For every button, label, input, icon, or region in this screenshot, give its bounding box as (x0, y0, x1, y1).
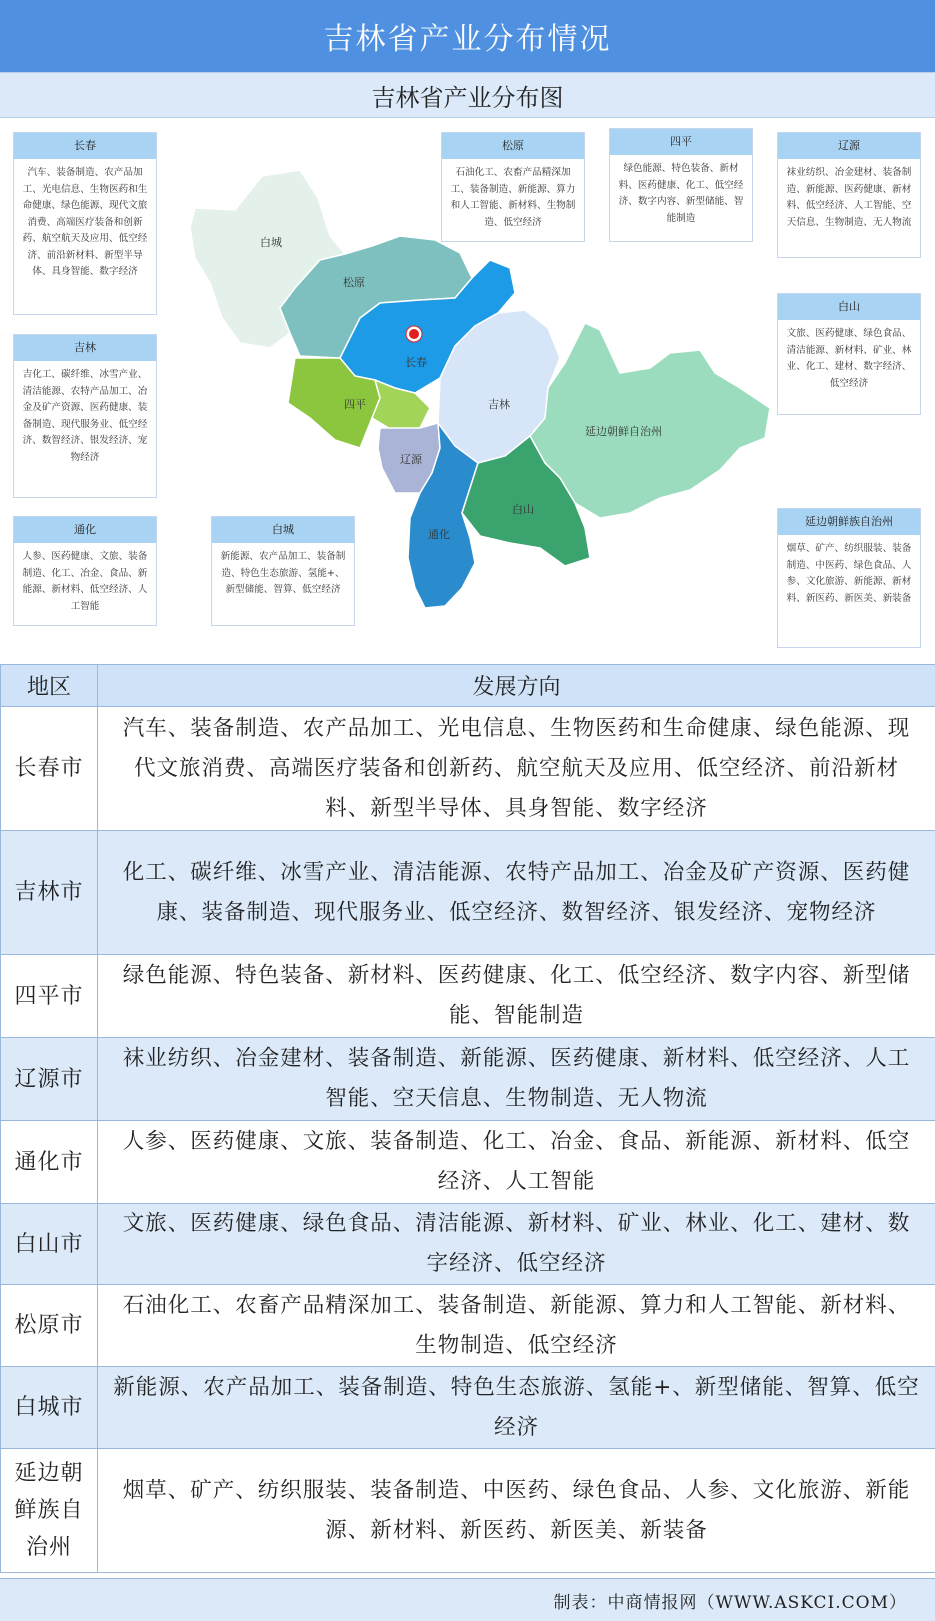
infobox-text: 新能源、农产品加工、装备制造、特色生态旅游、氢能+、新型储能、智算、低空经济 (220, 551, 346, 595)
infobox-title: 辽源 (778, 133, 920, 159)
label-baishan: 白山 (512, 503, 534, 516)
infobox-siping (609, 128, 753, 242)
infobox-text: 文旅、医药健康、绿色食品、清洁能源、新材料、矿业、林业、化工、建材、数字经济、低空经济 (786, 328, 912, 389)
infobox-title: 四平 (610, 129, 752, 155)
infobox-title: 白山 (778, 294, 920, 320)
infobox-tonghua (13, 516, 157, 626)
row-region: 松原市 (1, 1285, 98, 1367)
infobox-text: 烟草、矿产、纺织服装、装备制造、中医药、绿色食品、人参、文化旅游、新能源、新材料、新医药、新医美、新装备 (786, 543, 912, 604)
label-songyuan: 松原 (343, 276, 365, 289)
label-yanbian: 延边朝鲜自治州 (585, 425, 662, 438)
row-region: 白山市 (1, 1204, 98, 1285)
industry-table (0, 664, 935, 1573)
row-direction: 绿色能源、特色装备、新材料、医药健康、化工、低空经济、数字内容、新型储能、智能制造 (98, 955, 935, 1038)
infobox-title: 松原 (442, 133, 584, 159)
infobox-title: 延边朝鲜族自治州 (778, 509, 920, 535)
row-region: 白城市 (1, 1367, 98, 1449)
table-row (1, 1038, 935, 1121)
row-region: 长春市 (1, 707, 98, 831)
infobox-songyuan (441, 132, 585, 242)
page-title: 吉林省产业分布情况 (0, 0, 935, 72)
row-direction: 化工、碳纤维、冰雪产业、清洁能源、农特产品加工、冶金及矿产资源、医药健康、装备制造、现代服务业、低空经济、数智经济、银发经济、宠物经济 (98, 831, 935, 955)
infobox-title: 吉林 (14, 335, 156, 361)
infobox-text: 吉化工、碳纤维、冰雪产业、清洁能源、农特产品加工、冶金及矿产资源、医药健康、装备制造、现代服务业、低空经济、数智经济、银发经济、宠物经济 (22, 369, 148, 463)
infobox-jilin (13, 334, 157, 498)
row-region: 四平市 (1, 955, 98, 1038)
label-baicheng: 白城 (260, 236, 282, 249)
infobox-baishan (777, 293, 921, 415)
table-header-row (1, 665, 935, 707)
table-row (1, 831, 935, 955)
infobox-text: 汽车、装备制造、农产品加工、光电信息、生物医药和生命健康、绿色能源、现代文旅消费、高端医疗装备和创新药、航空航天及应用、低空经济、前沿新材料、新型半导体、具身智能、数字经济 (22, 167, 148, 277)
infobox-yanbian (777, 508, 921, 648)
infobox-changchun (13, 132, 157, 315)
map-section (0, 118, 935, 664)
label-liaoyuan: 辽源 (400, 453, 422, 466)
capital-marker-icon (406, 326, 422, 342)
label-siping: 四平 (344, 398, 366, 411)
label-jilin: 吉林 (488, 398, 510, 411)
header-region: 地区 (1, 665, 98, 707)
row-region: 通化市 (1, 1121, 98, 1204)
row-direction: 石油化工、农畜产品精深加工、装备制造、新能源、算力和人工智能、新材料、生物制造、低空经济 (98, 1285, 935, 1367)
row-direction: 人参、医药健康、文旅、装备制造、化工、冶金、食品、新能源、新材料、低空经济、人工智能 (98, 1121, 935, 1204)
row-direction: 袜业纺织、冶金建材、装备制造、新能源、医药健康、新材料、低空经济、人工智能、空天信息、生物制造、无人物流 (98, 1038, 935, 1121)
table-row (1, 955, 935, 1038)
row-direction: 文旅、医药健康、绿色食品、清洁能源、新材料、矿业、林业、化工、建材、数字经济、低空经济 (98, 1204, 935, 1285)
infobox-title: 白城 (212, 517, 354, 543)
table-row (1, 1449, 935, 1573)
label-tonghua: 通化 (428, 528, 450, 541)
infobox-baicheng (211, 516, 355, 626)
row-region: 辽源市 (1, 1038, 98, 1121)
infobox-text: 人参、医药健康、文旅、装备制造、化工、冶金、食品、新能源、新材料、低空经济、人工智能 (22, 551, 148, 612)
infobox-text: 袜业纺织、冶金建材、装备制造、新能源、医药健康、新材料、低空经济、人工智能、空天信息、生物制造、无人物流 (786, 167, 912, 228)
row-direction: 汽车、装备制造、农产品加工、光电信息、生物医药和生命健康、绿色能源、现代文旅消费、高端医疗装备和创新药、航空航天及应用、低空经济、前沿新材料、新型半导体、具身智能、数字经济 (98, 707, 935, 831)
infobox-text: 石油化工、农畜产品精深加工、装备制造、新能源、算力和人工智能、新材料、生物制造、低空经济 (450, 167, 576, 228)
infobox-title: 长春 (14, 133, 156, 159)
infobox-text: 绿色能源、特色装备、新材料、医药健康、化工、低空经济、数字内容、新型储能、智能制造 (618, 163, 744, 224)
header-direction: 发展方向 (98, 665, 935, 707)
row-direction: 新能源、农产品加工、装备制造、特色生态旅游、氢能+、新型储能、智算、低空经济 (98, 1367, 935, 1449)
table-row (1, 707, 935, 831)
row-region: 吉林市 (1, 831, 98, 955)
table-row (1, 1285, 935, 1367)
table-row (1, 1367, 935, 1449)
infobox-liaoyuan (777, 132, 921, 258)
infobox-title: 通化 (14, 517, 156, 543)
table-row (1, 1121, 935, 1204)
label-changchun: 长春 (405, 356, 427, 369)
table-row (1, 1204, 935, 1285)
source-note: 制表：中商情报网（WWW.ASKCI.COM） (0, 1578, 935, 1621)
row-region: 延边朝鲜族自治州 (1, 1449, 98, 1573)
row-direction: 烟草、矿产、纺织服装、装备制造、中医药、绿色食品、人参、文化旅游、新能源、新材料、新医药、新医美、新装备 (98, 1449, 935, 1573)
map-title: 吉林省产业分布图 (0, 72, 935, 118)
